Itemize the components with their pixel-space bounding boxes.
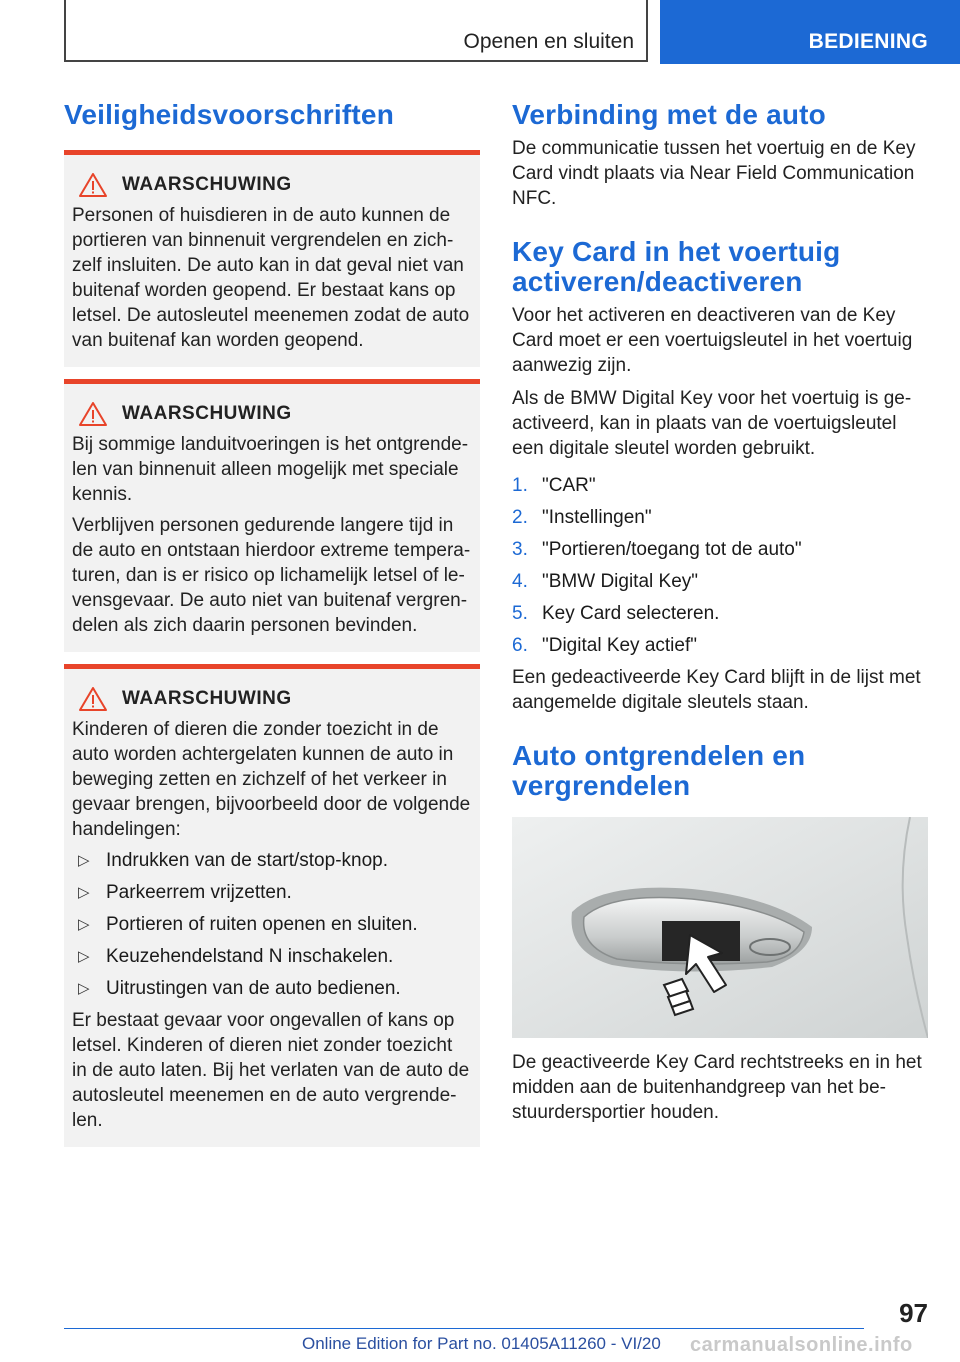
bullet-triangle-icon: ▷ <box>78 916 90 933</box>
warning-label: WAARSCHUWING <box>122 174 292 195</box>
chapter-tab <box>660 0 960 64</box>
list-item: ▷ Portieren of ruiten openen en sluiten. <box>72 912 472 937</box>
bullet-triangle-icon: ▷ <box>78 884 90 901</box>
warning-label: WAARSCHUWING <box>122 403 292 424</box>
door-handle-image <box>512 817 928 1038</box>
section-heading-connection: Verbinding met de auto <box>512 99 826 130</box>
body-text: De communicatie tussen het voertuig en de Key Card vindt plaats via Near Field Communication NFC. <box>512 138 916 209</box>
list-item: 3. "Portieren/toegang tot de auto" <box>512 539 802 560</box>
warning-text: Bij sommige landuitvoeringen is het ontgrendelen van binnenuit alleen mogelijk met speciale kennis. <box>72 434 469 505</box>
section-heading-unlock: Auto ontgrendelen en vergrendelen <box>512 740 806 801</box>
list-item: 5. Key Card selecteren. <box>512 603 720 624</box>
right-column <box>512 100 928 1125</box>
image-caption: De geactiveerde Key Card rechtstreeks en in het midden aan de buitenhandgreep van het bestuurdersportier houden. <box>512 1052 922 1123</box>
list-item: 6. "Digital Key actief" <box>512 635 697 656</box>
body-text: Voor het activeren en deactiveren van de Key Card moet er een voertuigsleutel in het voertuig aanwezig zijn. <box>512 305 913 376</box>
edition-text: Online Edition for Part no. 01405A11260 - VI/20 <box>302 1334 661 1353</box>
bullet-list <box>72 848 472 1001</box>
watermark: carmanualsonline.info <box>690 1334 913 1356</box>
warning-text: Kinderen of dieren die zonder toezicht in de auto worden achtergelaten kunnen de auto in beweging zetten en zichzelf of het verkeer in gevaar brengen, bijvoorbeeld door de volgende handelingen: <box>72 719 471 840</box>
running-header <box>64 0 648 62</box>
bullet-triangle-icon: ▷ <box>78 980 90 997</box>
warning-box-2 <box>64 379 480 652</box>
body-text: Als de BMW Digital Key voor het voertuig is geactiveerd, kan in plaats van de voertuigsleutel een digitale sleutel worden gebruikt. <box>512 388 912 459</box>
warning-text: Personen of huisdieren in de auto kunnen de portieren van binnenuit vergrendelen en zichzelf insluiten. De auto kan in dat geval niet van buitenaf worden geopend. Er bestaat kans op letsel. De autosleutel meenemen zodat de auto van buitenaf kan worden geopend. <box>72 205 470 351</box>
warning-label: WAARSCHUWING <box>122 688 292 709</box>
list-item: ▷ Parkeerrem vrijzetten. <box>72 880 472 905</box>
section-heading-safety: Veiligheidsvoorschriften <box>64 99 394 130</box>
section-heading-keycard: Key Card in het voertuig activeren/deactiveren <box>512 236 841 297</box>
list-item: ▷ Keuzehendelstand N inschakelen. <box>72 944 472 969</box>
warning-triangle-icon <box>78 172 108 198</box>
door-handle-illustration <box>512 817 928 1038</box>
bullet-triangle-icon: ▷ <box>78 852 90 869</box>
list-item: 2. "Instellingen" <box>512 507 652 528</box>
warning-title-row <box>72 681 472 717</box>
warning-triangle-icon <box>78 686 108 712</box>
chapter-title: BEDIENING <box>808 30 928 53</box>
footer-rule <box>64 1328 864 1329</box>
left-column <box>64 100 480 1147</box>
warning-title-row <box>72 167 472 203</box>
list-item: 1. "CAR" <box>512 475 596 496</box>
page-number: 97 <box>899 1298 928 1328</box>
body-text: Een gedeactiveerde Key Card blijft in de lijst met aangemelde digitale sleutels staan. <box>512 667 921 713</box>
list-item: 4. "BMW Digital Key" <box>512 571 699 592</box>
steps-list <box>512 473 928 658</box>
list-item: ▷ Indrukken van de start/stop-knop. <box>72 848 472 873</box>
warning-triangle-icon <box>78 401 108 427</box>
warning-box-1 <box>64 150 480 367</box>
section-title: Openen en sluiten <box>463 30 634 53</box>
bullet-triangle-icon: ▷ <box>78 948 90 965</box>
warning-box-3 <box>64 664 480 1147</box>
warning-text: Er bestaat gevaar voor ongevallen of kans op letsel. Kinderen of dieren niet zonder toezicht in de auto laten. Bij het verlaten van de auto de autosleutel meenemen en de auto vergrendelen. <box>72 1010 470 1131</box>
warning-text: Verblijven personen gedurende langere tijd in de auto en ontstaan hierdoor extreme temperaturen, dan is er risico op lichamelijk letsel of levensgevaar. De auto niet van buitenaf vergrendelen als zich daarin personen bevinden. <box>72 515 471 636</box>
warning-title-row <box>72 396 472 432</box>
list-item: ▷ Uitrustingen van de auto bedienen. <box>72 976 472 1001</box>
